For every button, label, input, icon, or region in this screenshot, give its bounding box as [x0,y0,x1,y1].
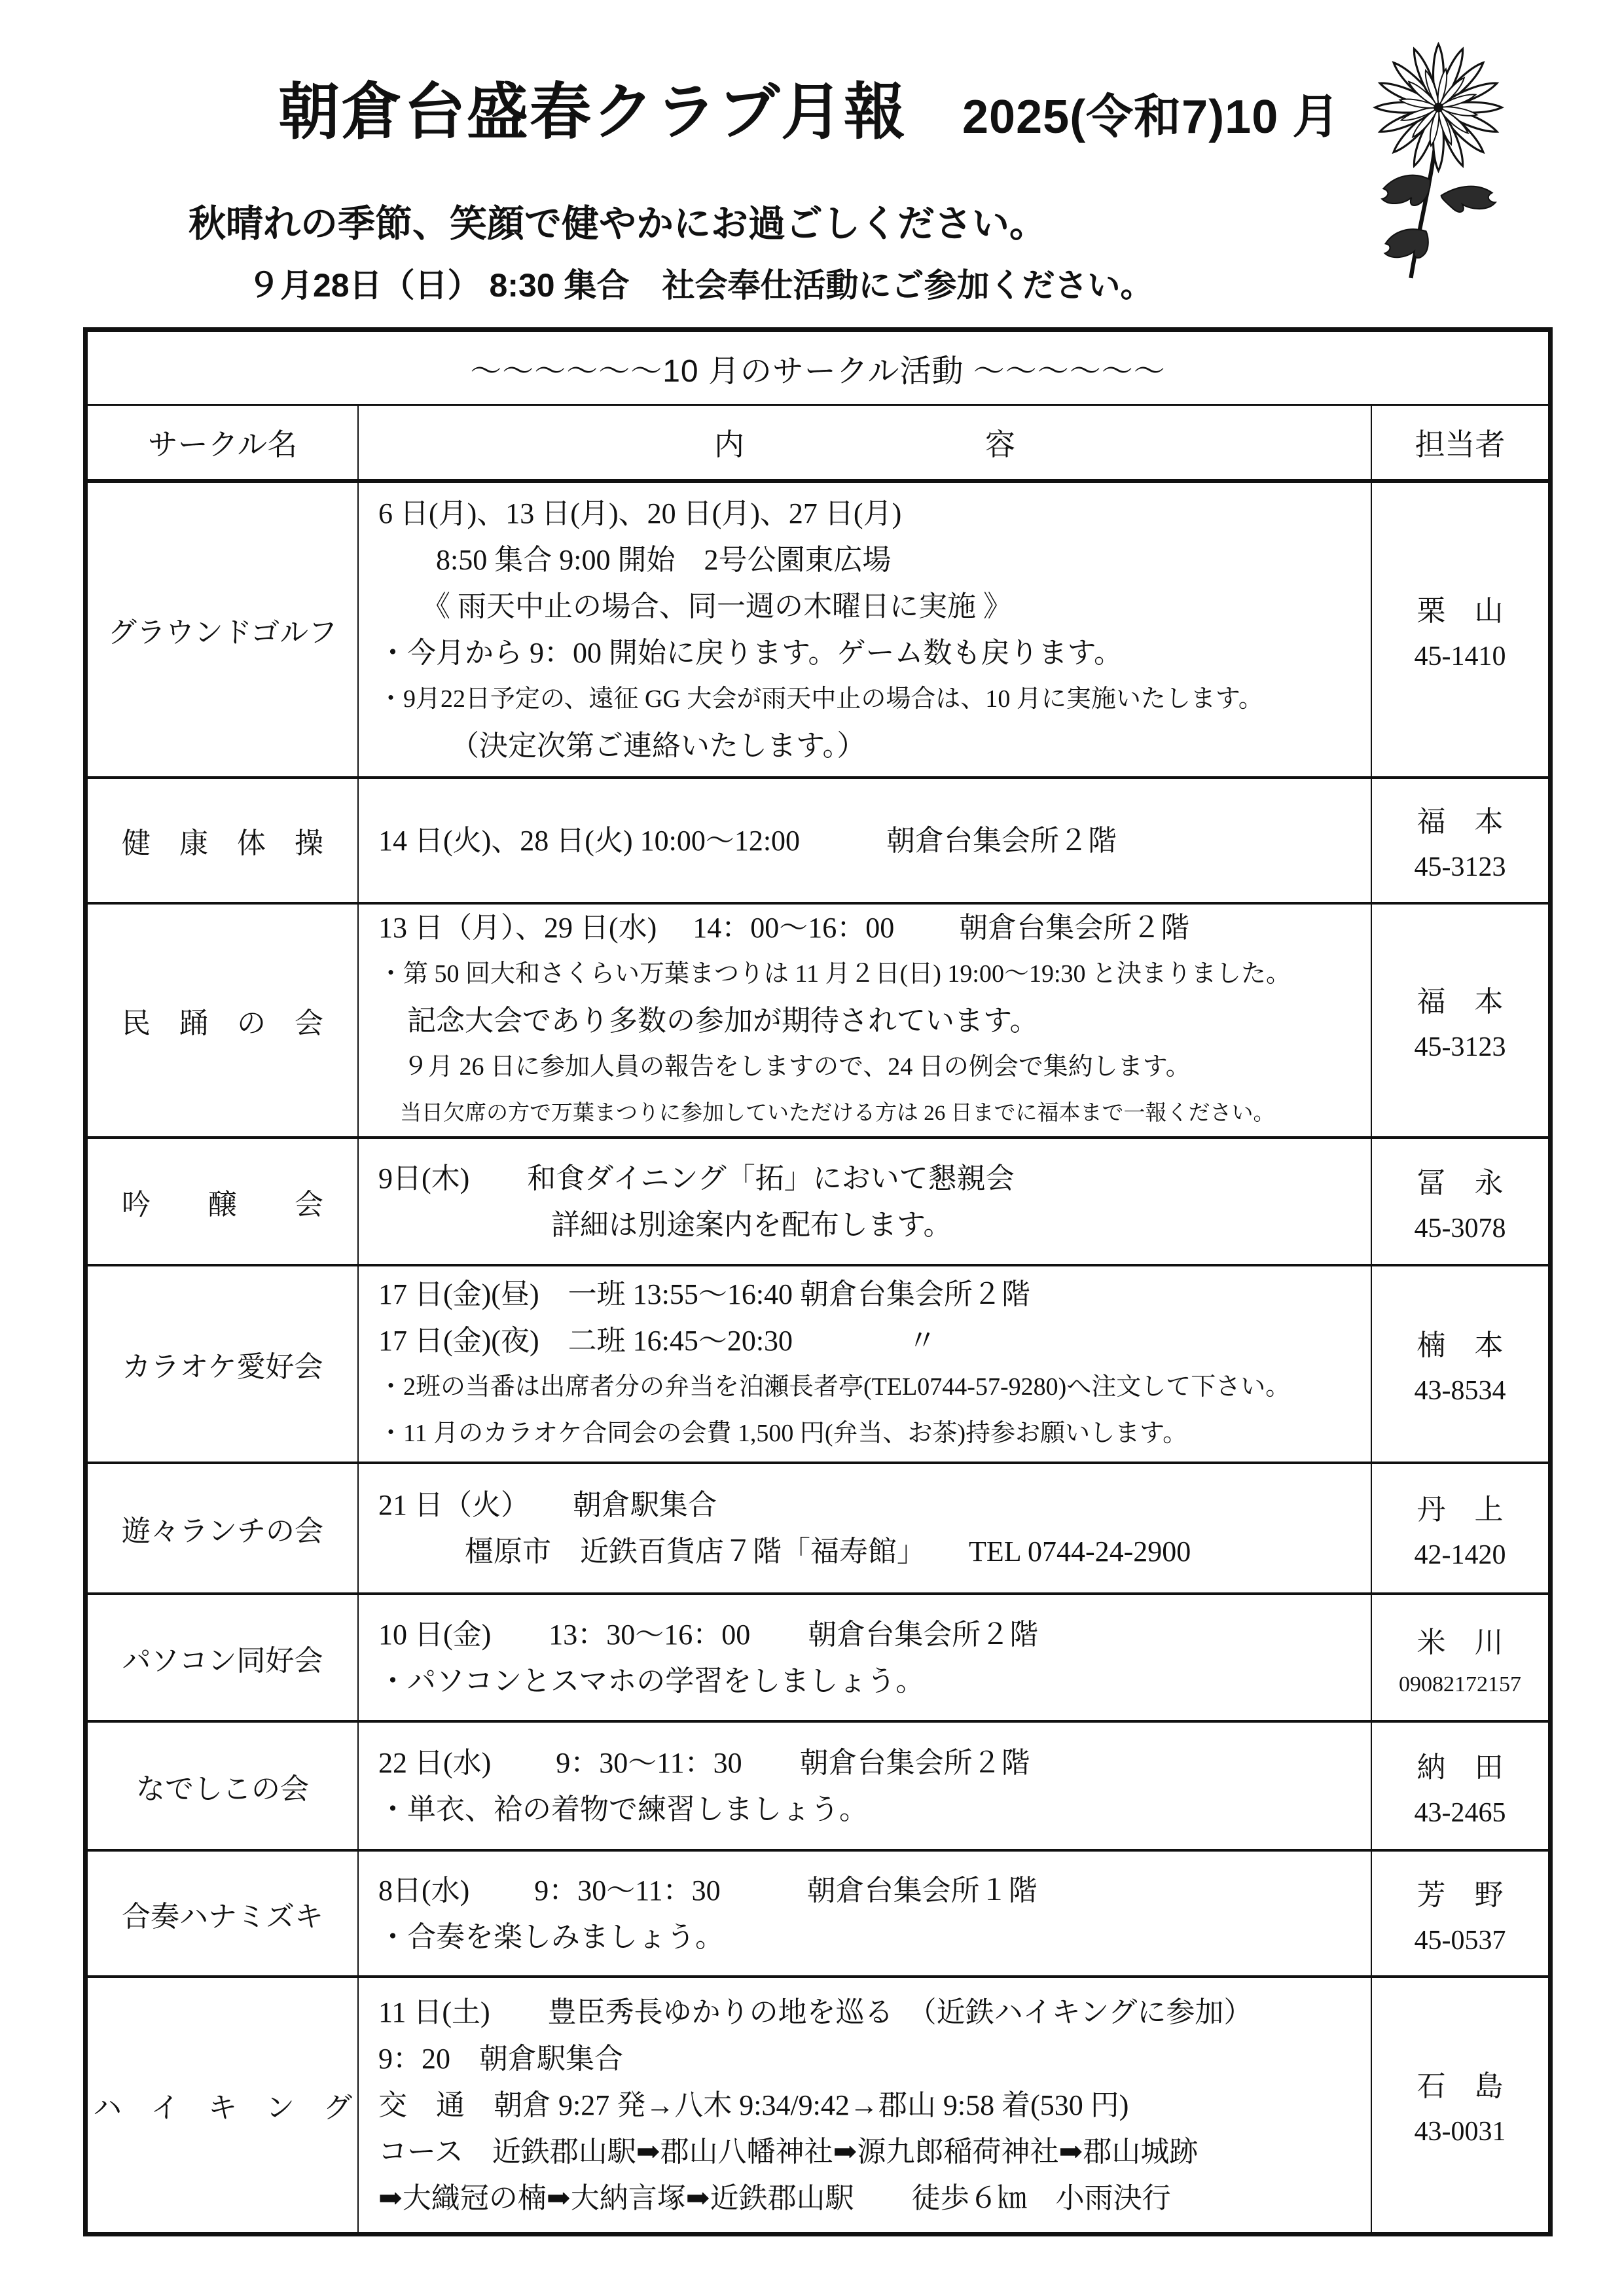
contact-cell [1372,1852,1548,1978]
content-line: ・パソコンとスマホの学習をしましょう。 [378,1664,925,1697]
content-line: ９月 26 日に参加人員の報告をしますので、24 日の例会で集約します。 [378,1052,1191,1081]
contact-name: 福 本 [1416,806,1504,838]
content-line: 22 日(水) 9：30～11：30 朝倉台集会所２階 [378,1746,1030,1779]
content-line: 14 日(火)、28 日(火) 10:00～12:00 朝倉台集会所２階 [378,824,1117,857]
contact-cell [1372,1723,1548,1852]
issue-date: 2025(令和7)10 月 [962,91,1341,143]
content-line: ・11 月のカラオケ合同会の会費 1,500 円(弁当、お茶)持参お願いします。 [378,1420,1188,1447]
content-line: ・2班の当番は出席者分の弁当を泊瀬長者亭(TEL0744-57-9280)へ注文して下さい。 [378,1373,1291,1401]
circle-name-cell: カラオケ愛好会 [88,1266,359,1464]
content-line: 8日(水) 9：30～11：30 朝倉台集会所１階 [378,1874,1038,1907]
table-title: 〜〜〜〜〜〜10 月のサークル活動 〜〜〜〜〜〜 [88,332,1548,406]
circle-name-cell: 遊々ランチの会 [88,1464,359,1595]
contact-name: 石 島 [1416,2070,1504,2102]
masthead [278,62,1340,151]
contact-phone: 45-0537 [1414,1925,1506,1956]
contact-cell [1372,1464,1548,1595]
content-line: 6 日(月)、13 日(月)、20 日(月)、27 日(月) [378,497,902,529]
content-line: ・合奏を楽しみましょう。 [378,1920,724,1953]
content-line: 橿原市 近鉄百貨店７階「福寿館」 TEL 0744-24-2900 [378,1535,1191,1568]
content-cell [359,779,1372,905]
page-title: 朝倉台盛春クラブ月報 [278,77,907,146]
content-line: 9日(木) 和食ダイニング「拓」において懇親会 [378,1162,1015,1194]
contact-cell [1372,1266,1548,1464]
content-line: 《 雨天中止の場合、同一週の木曜日に実施 》 [378,590,1012,622]
content-line: 交 通 朝倉 9:27 発→八木 9:34/9:42→郡山 9:58 着(530 円) [378,2089,1129,2121]
contact-phone: 09082172157 [1399,1672,1521,1696]
content-line: 11 日(土) 豊臣秀長ゆかりの地を巡る （近鉄ハイキングに参加） [378,1996,1253,2028]
chrysanthemum-icon [1339,25,1538,293]
contact-cell [1372,483,1548,779]
contact-cell [1372,905,1548,1139]
content-cell [359,1595,1372,1723]
contact-cell [1372,1595,1548,1723]
circle-name-cell: なでしこの会 [88,1723,359,1852]
contact-name: 楠 本 [1416,1329,1504,1361]
contact-name: 丹 上 [1416,1494,1504,1526]
contact-name: 冨 永 [1416,1166,1504,1199]
content-cell [359,483,1372,779]
contact-name: 芳 野 [1416,1878,1504,1911]
content-line: 10 日(金) 13：30～16：00 朝倉台集会所２階 [378,1618,1039,1651]
content-line: ・単衣、袷の着物で練習しましょう。 [378,1793,868,1825]
content-line: ・今月から 9：00 開始に戻ります。ゲーム数も戻ります。 [378,637,1123,669]
contact-phone: 43-2465 [1414,1797,1506,1828]
circle-name-cell: 吟 醸 会 [88,1139,359,1266]
column-header-content: 内 容 [359,406,1372,483]
content-cell [359,1852,1372,1978]
content-line: 13 日（月）、29 日(水) 14：00～16：00 朝倉台集会所２階 [378,911,1190,944]
content-line: （決定次第ご連絡いたします。） [378,730,866,762]
content-cell [359,1723,1372,1852]
contact-name: 栗 山 [1416,595,1504,627]
content-cell [359,1139,1372,1266]
contact-phone: 45-3078 [1414,1213,1506,1244]
circle-name-cell: ハ イ キ ン グ [88,1978,359,2232]
circle-name-cell: パソコン同好会 [88,1595,359,1723]
content-cell [359,1266,1372,1464]
content-line: 8:50 集合 9:00 開始 2号公園東広場 [378,544,892,576]
circle-name-cell: 合奏ハナミズキ [88,1852,359,1978]
content-line: コース 近鉄郡山駅➡郡山八幡神社➡源九郎稲荷神社➡郡山城跡 [378,2135,1199,2168]
content-line: 17 日(金)(昼) 一班 13:55～16:40 朝倉台集会所２階 [378,1278,1031,1310]
content-line: ・9月22日予定の、遠征 GG 大会が雨天中止の場合は、10 月に実施いたします。 [378,685,1263,713]
column-header-contact: 担当者 [1372,406,1548,483]
column-header-circle: サークル名 [88,406,359,483]
contact-cell [1372,1978,1548,2232]
content-line: ・第 50 回大和さくらい万葉まつりは 11 月２日(日) 19:00～19:30 と決まりました。 [378,960,1291,988]
circle-name-cell: 健 康 体 操 [88,779,359,905]
contact-cell [1372,779,1548,905]
contact-phone: 43-8534 [1414,1376,1506,1406]
content-line: ➡大織冠の楠➡大納言塚➡近鉄郡山駅 徒歩６㎞ 小雨決行 [378,2181,1171,2214]
content-line: 記念大会であり多数の参加が期待されています。 [378,1004,1039,1037]
content-line: 17 日(金)(夜) 二班 16:45～20:30 〃 [378,1325,937,1357]
contact-phone: 45-3123 [1414,1032,1506,1062]
content-cell [359,1978,1372,2232]
content-line: 9：20 朝倉駅集合 [378,2042,623,2075]
contact-phone: 45-3123 [1414,852,1506,882]
contact-name: 納 田 [1416,1751,1504,1784]
event-notice-line: ９月28日（日） 8:30 集合 社会奉仕活動にご参加ください。 [247,267,1153,304]
circle-name-cell: グラウンドゴルフ [88,483,359,779]
content-line: 詳細は別途案内を配布します。 [378,1208,952,1241]
contact-phone: 45-1410 [1414,641,1506,672]
contact-phone: 42-1420 [1414,1540,1506,1570]
contact-name: 米 川 [1416,1626,1504,1659]
content-cell [359,905,1372,1139]
content-cell [359,1464,1372,1595]
content-line: 21 日（火） 朝倉駅集合 [378,1489,717,1521]
contact-name: 福 本 [1416,986,1504,1018]
contact-phone: 43-0031 [1414,2117,1506,2147]
activities-table [83,327,1553,2236]
content-line: 当日欠席の方で万葉まつりに参加していただける方は 26 日までに福本まで一報ください。 [378,1101,1275,1125]
greeting-line: 秋晴れの季節、笑顔で健やかにお過ごしください。 [189,203,1047,245]
contact-cell [1372,1139,1548,1266]
circle-name-cell: 民 踊 の 会 [88,905,359,1139]
